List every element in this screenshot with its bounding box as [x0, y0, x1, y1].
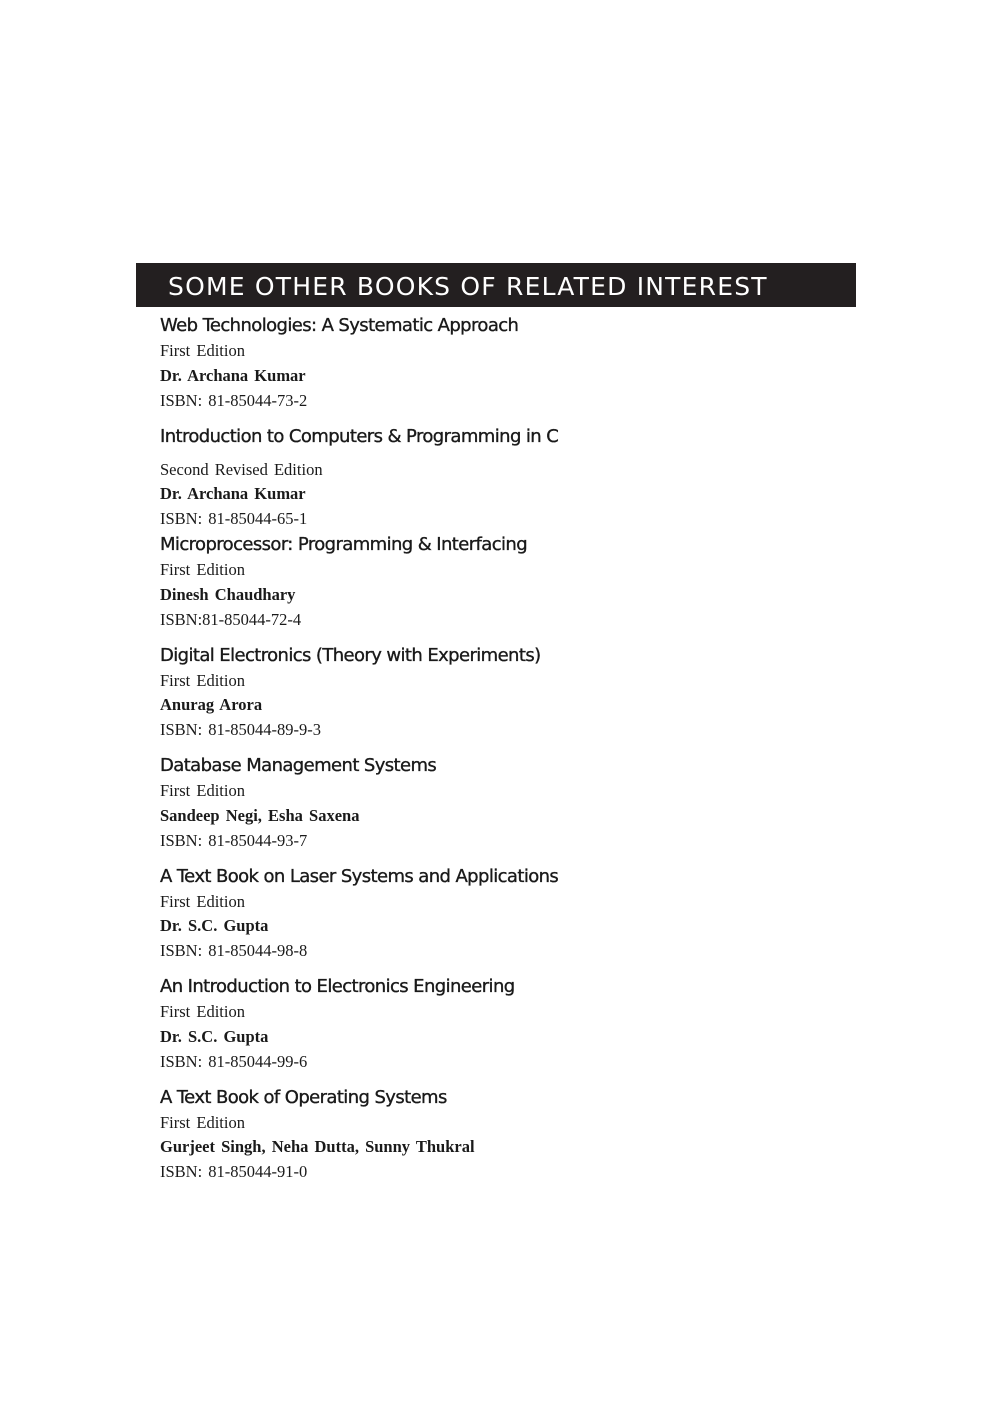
section-banner: [136, 263, 856, 307]
book-title: Introduction to Computers & Programming in C: [160, 425, 559, 447]
book-title: Digital Electronics (Theory with Experiments): [160, 644, 541, 666]
book-edition: First Edition: [160, 560, 245, 579]
book-entry: [160, 643, 840, 754]
book-edition: First Edition: [160, 781, 245, 800]
book-author: Anurag Arora: [160, 695, 263, 715]
book-author: Dr. S.C. Gupta: [160, 916, 269, 936]
book-list: [160, 313, 840, 1195]
book-author: Dr. Archana Kumar: [160, 365, 306, 385]
book-entry: [160, 864, 840, 975]
book-isbn: ISBN: 81-85044-98-8: [160, 941, 308, 961]
book-edition: First Edition: [160, 1112, 245, 1132]
book-entry: [160, 753, 840, 864]
book-title: An Introduction to Electronics Engineering: [160, 976, 515, 997]
book-edition: First Edition: [160, 1002, 245, 1021]
book-isbn: ISBN: 81-85044-89-9-3: [160, 720, 322, 740]
book-edition: First Edition: [160, 891, 245, 911]
book-entry: [160, 424, 840, 535]
book-entry: [160, 532, 840, 643]
book-author: Sandeep Negi, Esha Saxena: [160, 805, 360, 825]
book-edition: Second Revised Edition: [160, 459, 323, 479]
book-edition: First Edition: [160, 670, 245, 690]
book-entry: [160, 313, 840, 424]
book-title: Database Management Systems: [160, 755, 437, 776]
book-title: A Text Book on Laser Systems and Applications: [160, 865, 559, 887]
book-isbn: ISBN: 81-85044-73-2: [160, 390, 308, 410]
book-entry: [160, 974, 840, 1085]
book-title: Web Technologies: A Systematic Approach: [160, 315, 519, 336]
book-isbn: ISBN: 81-85044-65-1: [160, 509, 308, 529]
book-isbn: ISBN:81-85044-72-4: [160, 609, 302, 629]
book-title: A Text Book of Operating Systems: [160, 1086, 447, 1108]
book-entry: [160, 1085, 840, 1196]
book-author: Gurjeet Singh, Neha Dutta, Sunny Thukral: [160, 1137, 475, 1157]
book-title: Microprocessor: Programming & Interfacing: [160, 534, 528, 555]
section-title: SOME OTHER BOOKS OF RELATED INTEREST: [168, 272, 768, 301]
book-author: Dr. Archana Kumar: [160, 484, 306, 504]
book-isbn: ISBN: 81-85044-99-6: [160, 1051, 308, 1071]
book-isbn: ISBN: 81-85044-93-7: [160, 830, 308, 850]
book-edition: First Edition: [160, 341, 245, 360]
book-isbn: ISBN: 81-85044-91-0: [160, 1162, 308, 1182]
book-author: Dr. S.C. Gupta: [160, 1026, 269, 1046]
book-author: Dinesh Chaudhary: [160, 584, 296, 604]
